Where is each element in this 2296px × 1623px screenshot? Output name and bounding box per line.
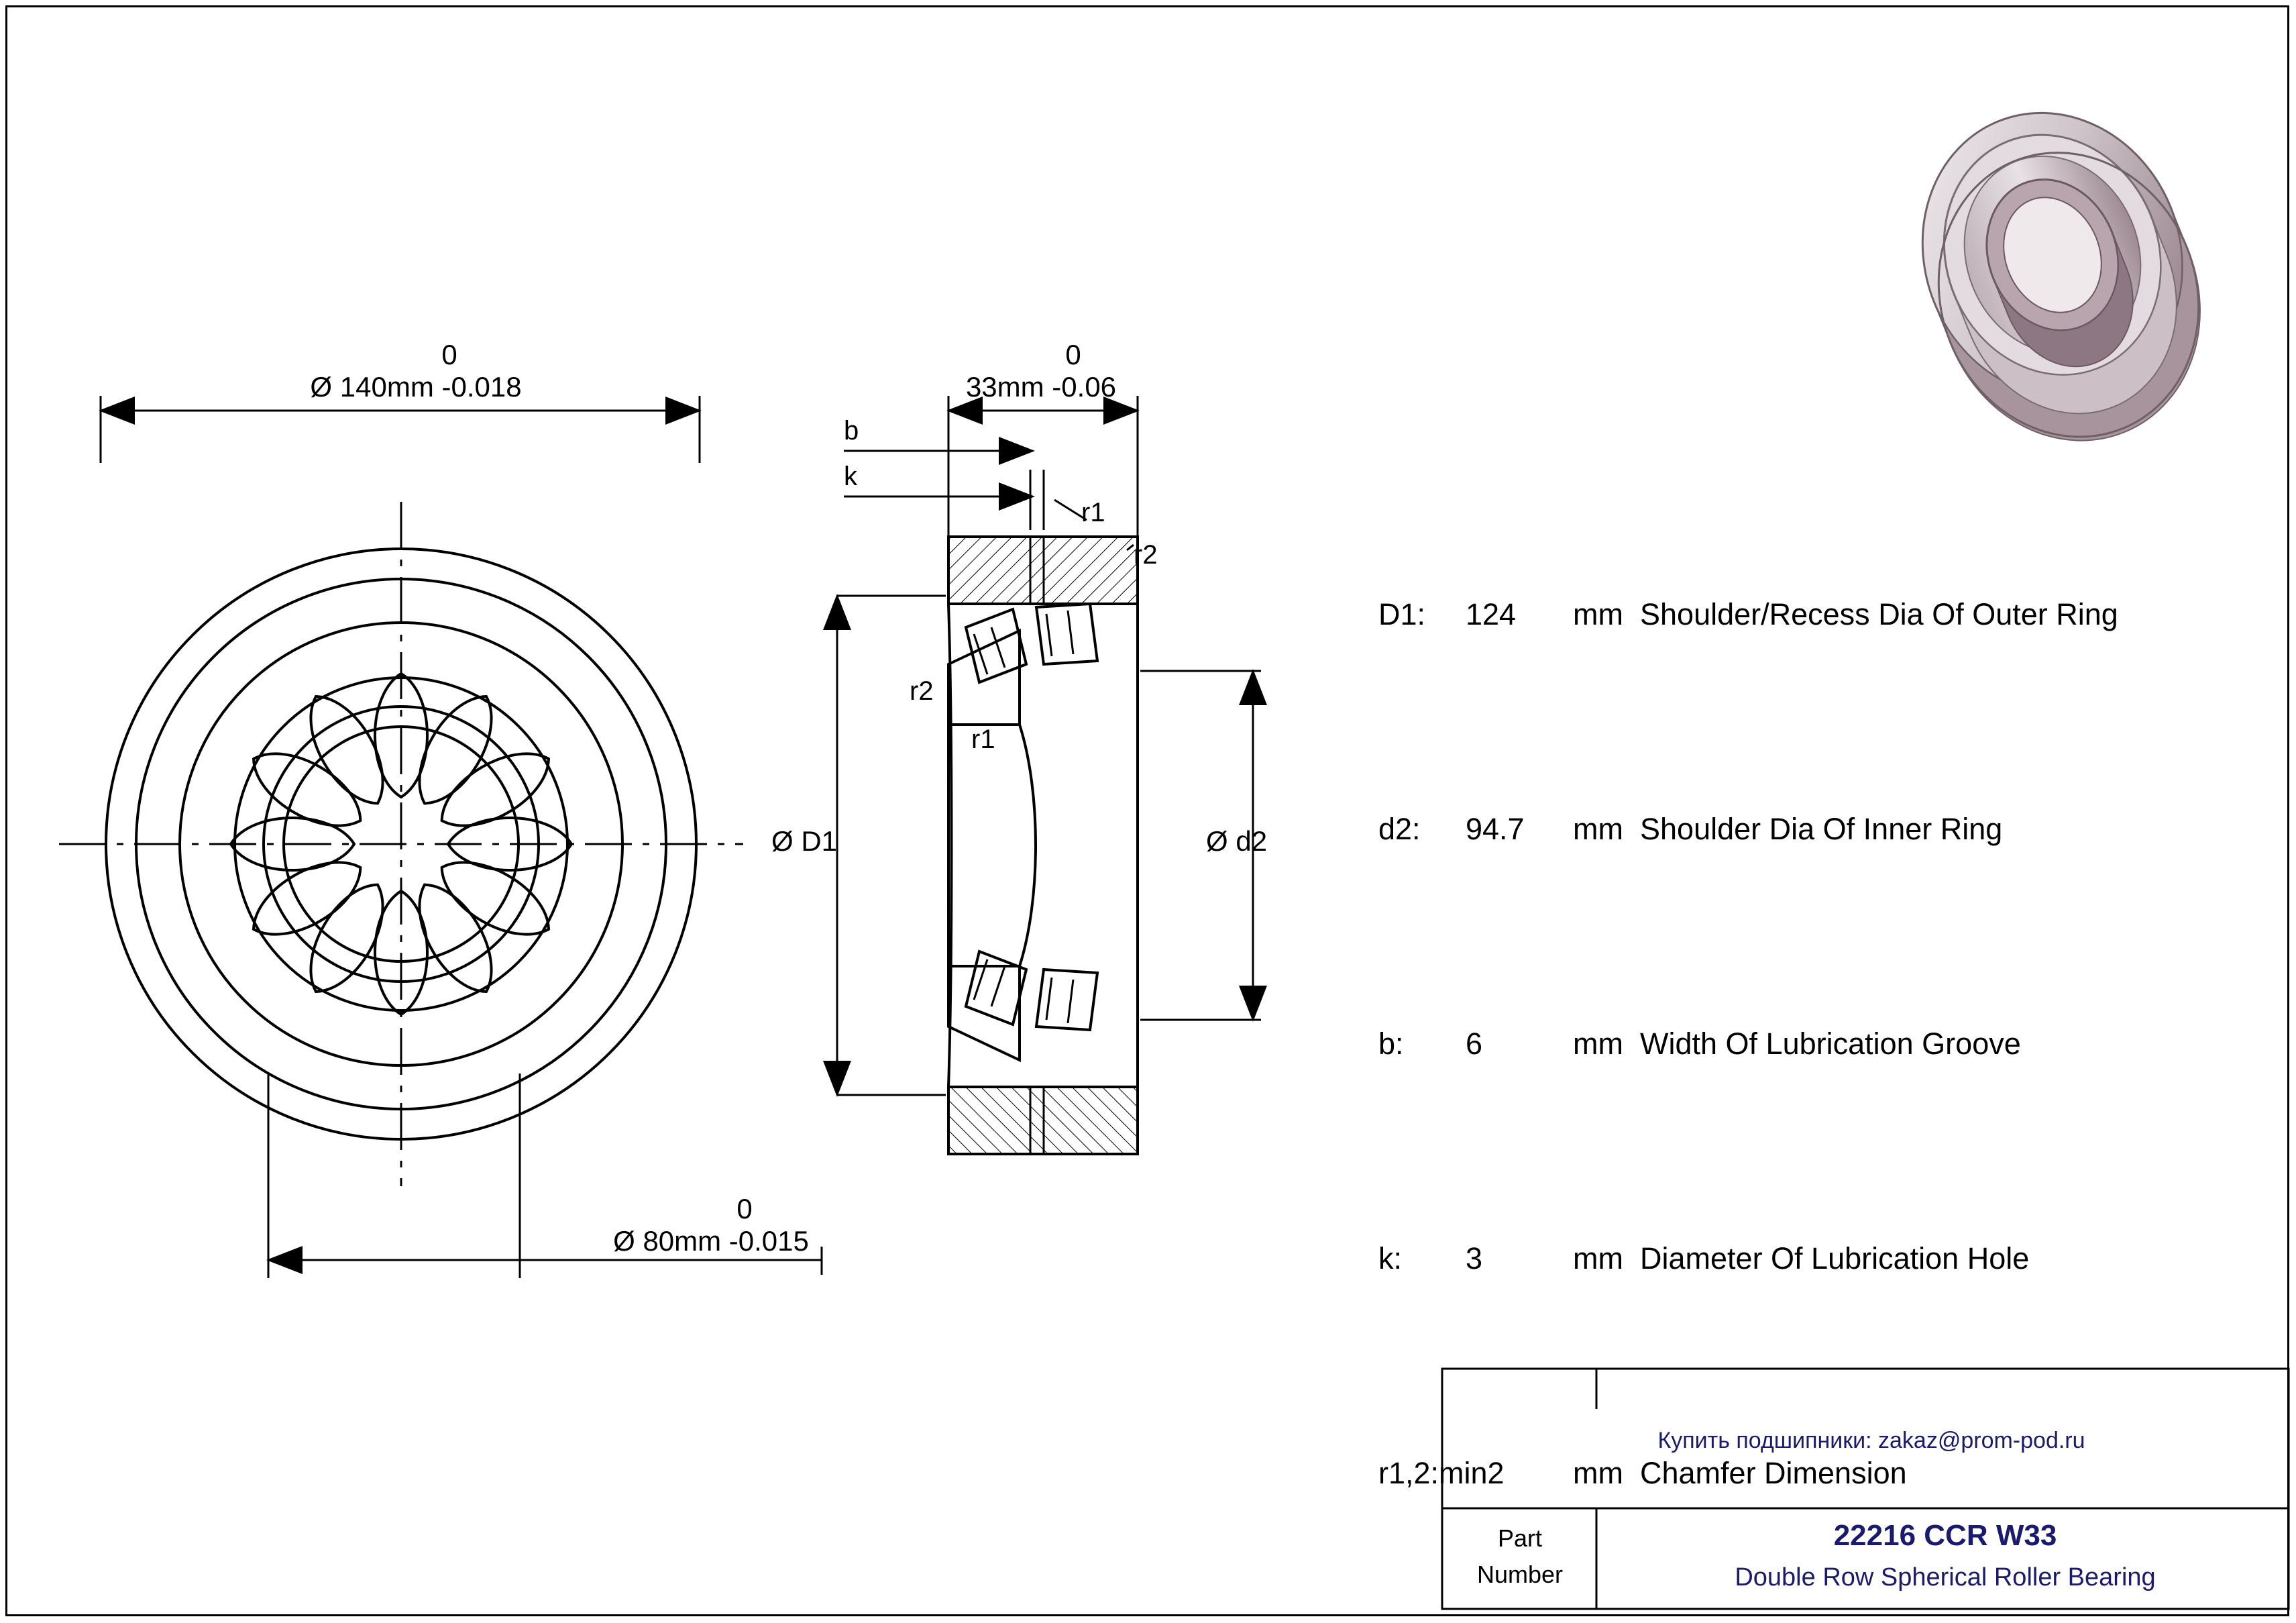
part-label-line2: Number <box>1476 1561 1564 1588</box>
spec-description: Diameter Of Lubrication Hole <box>1640 1241 2030 1275</box>
section-bk-dimensions <box>844 451 1087 530</box>
label-r1-top: r1 <box>1081 498 1105 527</box>
spec-description: Chamfer Dimension <box>1640 1456 1907 1490</box>
label-r2-left: r2 <box>910 676 934 706</box>
od-tolerance-top: 0 <box>441 339 457 370</box>
label-r2-right: r2 <box>1134 540 1158 570</box>
part-number: 22216 CCR W33 <box>1833 1519 2057 1552</box>
bore-dimension-label: Ø 80mm -0.015 <box>613 1225 809 1257</box>
label-k: k <box>844 462 857 491</box>
spec-symbol: d2: <box>1378 812 1421 846</box>
spec-unit: mm <box>1573 597 1623 631</box>
spec-row <box>1378 597 2250 704</box>
spec-unit: mm <box>1573 1456 1623 1490</box>
spec-unit: mm <box>1573 812 1623 846</box>
section-d1-dimension <box>837 596 946 1095</box>
spec-value: 124 <box>1466 597 1517 631</box>
part-label-line1: Part <box>1497 1524 1543 1552</box>
spec-symbol: r1,2:min2 <box>1378 1456 1505 1490</box>
label-r1-left: r1 <box>971 725 995 754</box>
front-view-od-dimension <box>101 396 700 463</box>
spec-row <box>1378 812 2250 1061</box>
width-dimension-label: 33mm -0.06 <box>965 371 1117 403</box>
label-D1: Ø D1 <box>771 825 838 857</box>
spec-symbol: k: <box>1378 1241 1403 1275</box>
spec-description: Shoulder Dia Of Inner Ring <box>1640 812 2003 846</box>
width-tolerance-top: 0 <box>1065 339 1081 370</box>
spec-unit: mm <box>1573 1241 1623 1275</box>
spec-symbol: b: <box>1378 1027 1404 1061</box>
spec-unit: mm <box>1573 1027 1623 1061</box>
bore-tolerance-top: 0 <box>736 1193 753 1224</box>
spec-value: 6 <box>1466 1027 1483 1061</box>
spec-row <box>1378 704 2250 846</box>
label-d2: Ø d2 <box>1206 825 1268 857</box>
spec-value: 94.7 <box>1466 812 1525 846</box>
part-description: Double Row Spherical Roller Bearing <box>1735 1563 2156 1591</box>
front-view <box>59 502 743 1186</box>
spec-symbol: D1: <box>1378 597 1426 631</box>
spec-description: Shoulder/Recess Dia Of Outer Ring <box>1640 597 2118 631</box>
contact-info: Купить подшипники: zakaz@prom-pod.ru <box>1657 1428 2085 1453</box>
spec-value: 3 <box>1466 1241 1483 1275</box>
section-view <box>948 537 1138 1154</box>
od-dimension-label: Ø 140mm -0.018 <box>310 371 522 403</box>
label-b: b <box>844 416 859 446</box>
spec-description: Width Of Lubrication Groove <box>1640 1027 2021 1061</box>
bearing-photo <box>1880 73 2242 480</box>
